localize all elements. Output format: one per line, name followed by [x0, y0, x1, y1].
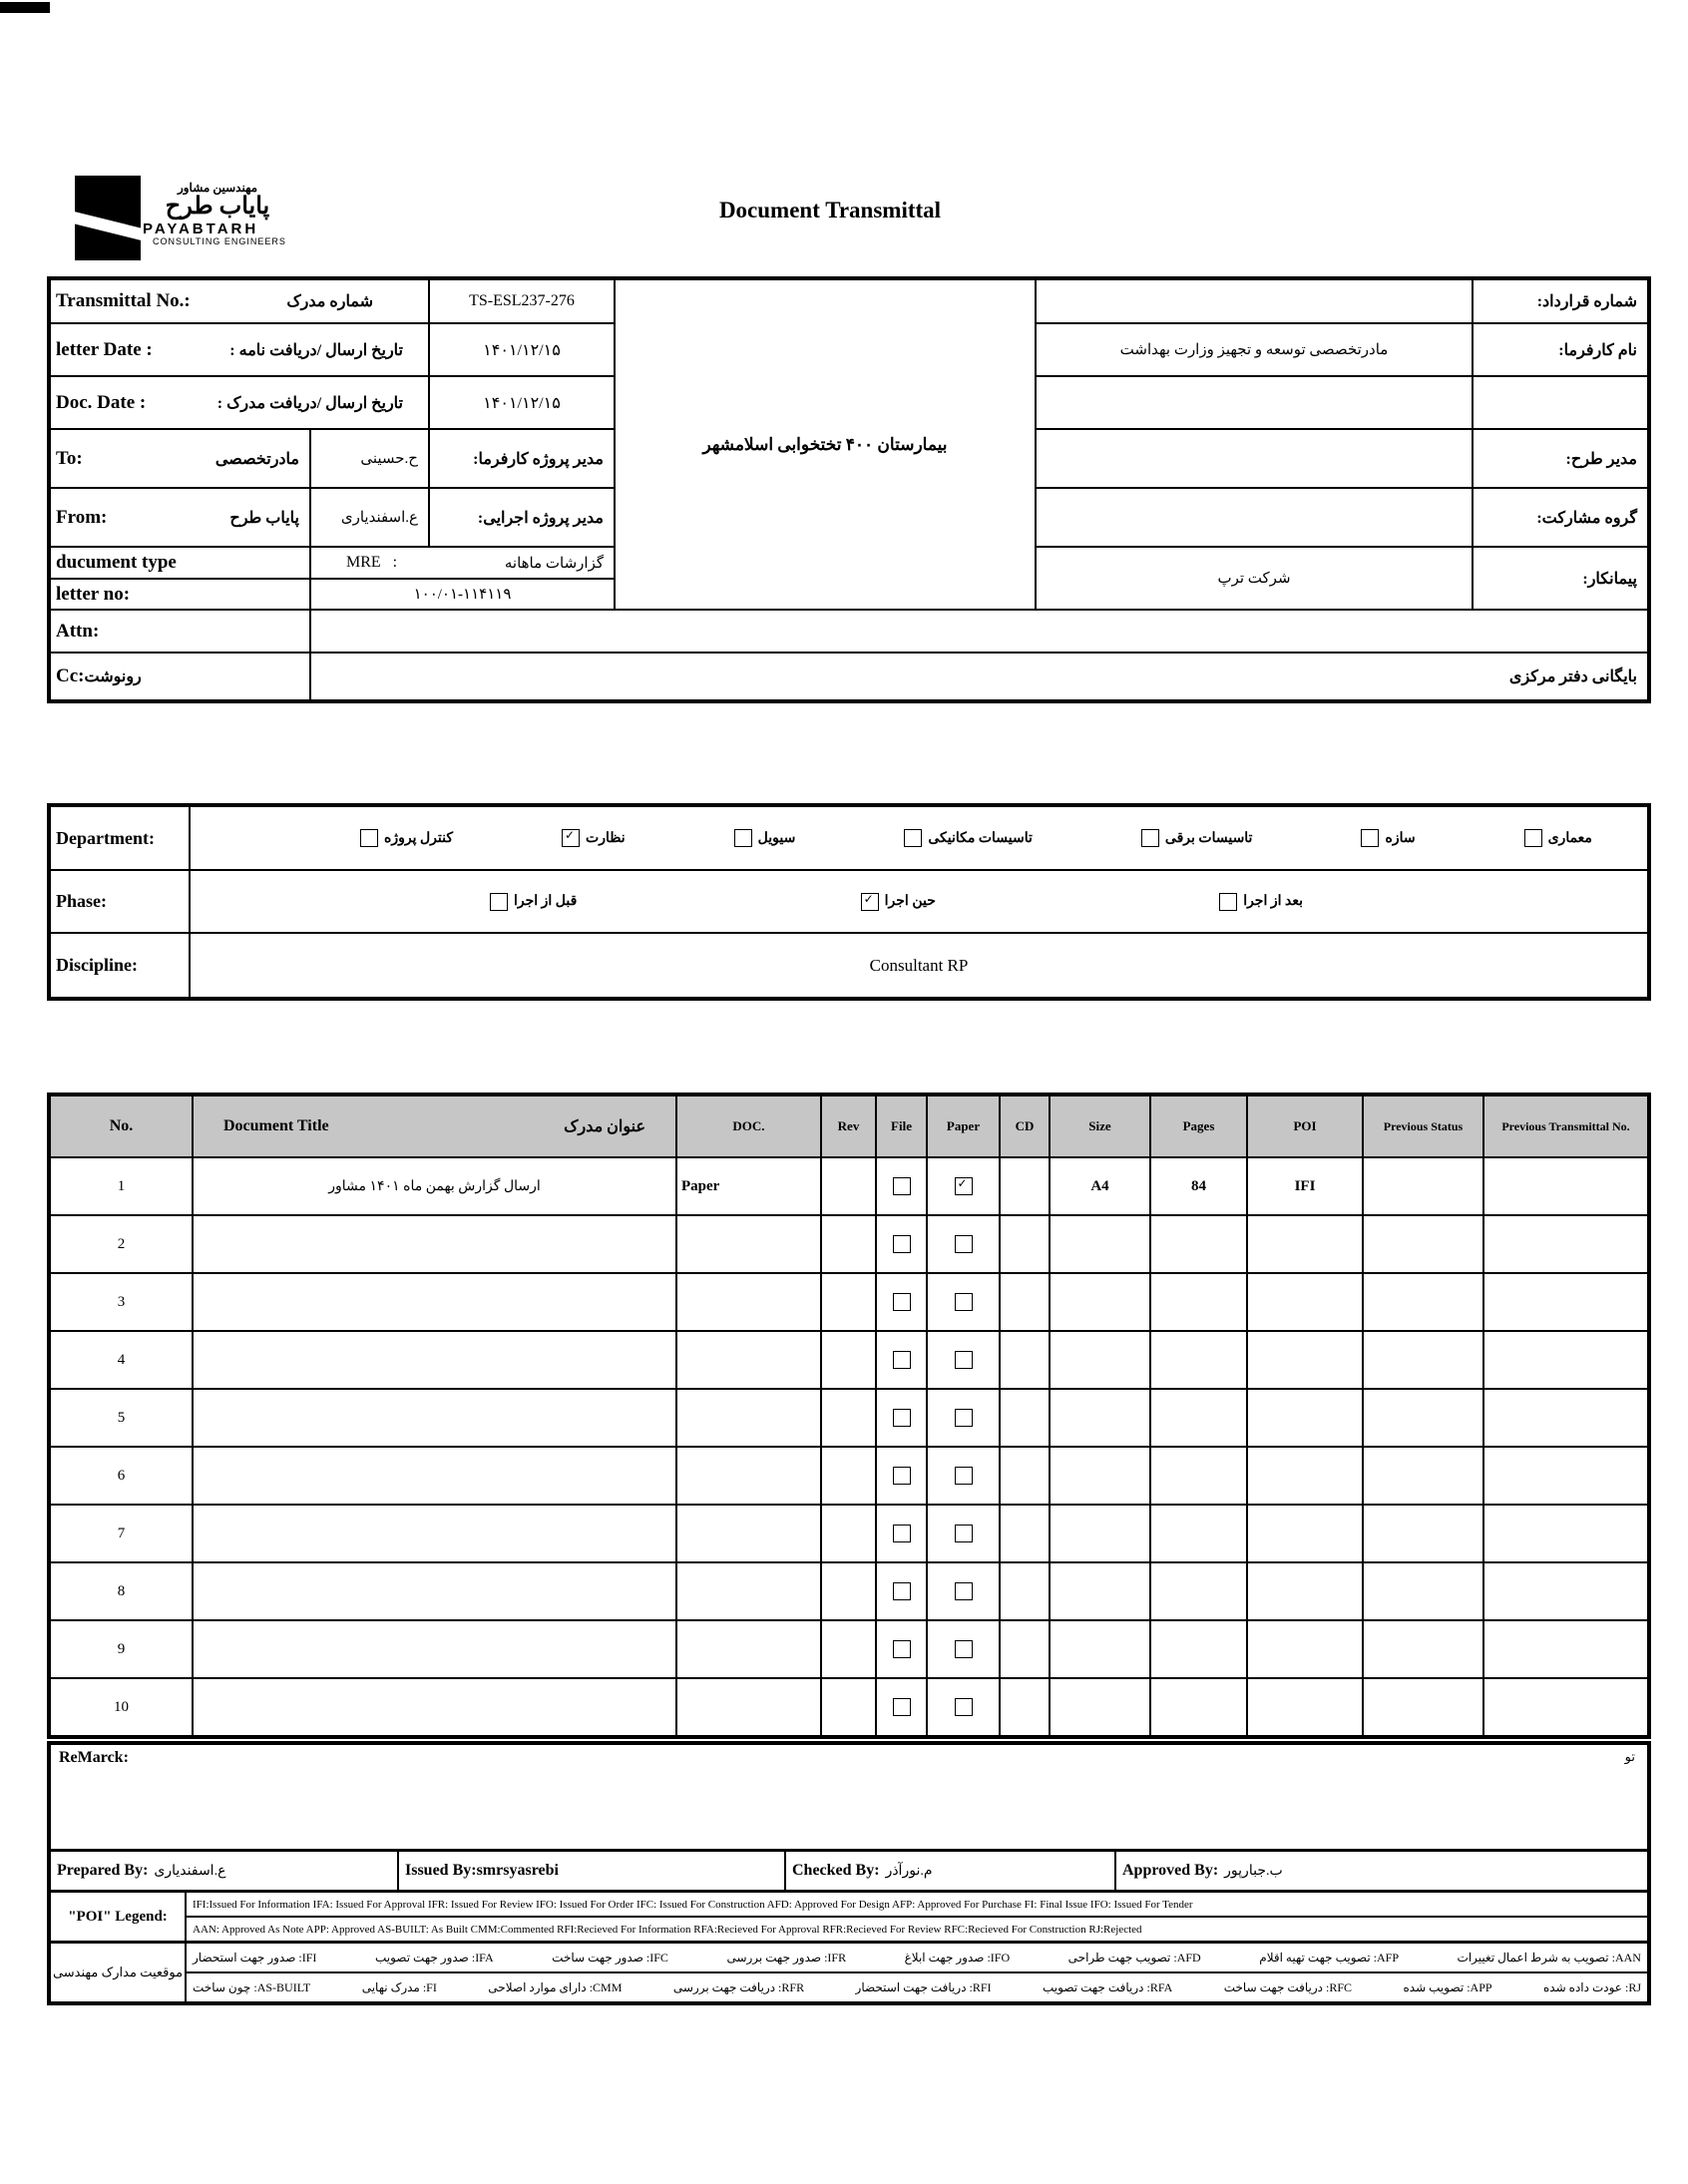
- department-option-memari: معماری: [1524, 829, 1592, 847]
- table-row-no: 2: [51, 1216, 192, 1272]
- size-cell: [1051, 1448, 1149, 1504]
- doc-format-cell: [677, 1390, 820, 1446]
- prev-transmittal-cell: [1484, 1274, 1647, 1330]
- remark-label: ReMarck:: [59, 1749, 129, 1766]
- department-label-cell: Department:: [51, 807, 189, 869]
- prev-status-cell: [1364, 1448, 1482, 1504]
- poi-legend-line2: AAN: Approved As Note APP: Approved AS-BUILT: As Built CMM:Commented RFI:Recieved For Information RFA:Recieved For Approval RFR:Recieved For Review RFC:Recieved For Construction RJ:Rejected: [187, 1918, 1647, 1941]
- client-label: نام کارفرما:: [1474, 324, 1647, 375]
- paper-checkbox[interactable]: [955, 1409, 973, 1427]
- department-option-project-control: کنترل پروژه: [360, 829, 453, 847]
- prev-status-cell: [1364, 1158, 1482, 1214]
- phase-option-after: بعد از اجرا: [1219, 893, 1303, 911]
- size-cell: [1051, 1506, 1149, 1561]
- doc-format-cell: [677, 1274, 820, 1330]
- paper-checkbox[interactable]: [955, 1467, 973, 1485]
- cd-cell: [1001, 1158, 1049, 1214]
- col-header-title-en: Document Title: [223, 1117, 329, 1134]
- doc-format-cell: [677, 1563, 820, 1619]
- checked-by-cell: Checked By: م.نورآذر: [786, 1852, 1114, 1890]
- document-title-cell: ارسال گزارش بهمن ماه ۱۴۰۱ مشاور: [194, 1158, 675, 1214]
- department-option-civil: سیویل: [734, 829, 796, 847]
- paper-cell: [928, 1506, 999, 1561]
- doc-date-value: ۱۴۰۱/۱۲/۱۵: [430, 377, 614, 428]
- checkbox[interactable]: [360, 829, 378, 847]
- department-options: [191, 807, 1647, 869]
- checkbox[interactable]: [1219, 893, 1237, 911]
- discipline-label-cell: Discipline:: [51, 934, 189, 997]
- logo-text-block: [143, 182, 292, 246]
- document-title-cell: [194, 1332, 675, 1388]
- poi-legend-lines: [187, 1893, 1647, 1941]
- poi-cell: [1248, 1448, 1362, 1504]
- checkbox[interactable]: [1361, 829, 1379, 847]
- logo-fa-name: پایاب طرح: [165, 193, 270, 219]
- paper-cell: [928, 1216, 999, 1272]
- checkbox[interactable]: [490, 893, 508, 911]
- poi-cell: [1248, 1274, 1362, 1330]
- paper-cell: [928, 1274, 999, 1330]
- empty-label-cell: [1474, 377, 1647, 428]
- checkbox[interactable]: [1141, 829, 1159, 847]
- checkbox[interactable]: [904, 829, 922, 847]
- transmittal-no-label-cell: [51, 280, 428, 322]
- file-checkbox[interactable]: [893, 1409, 911, 1427]
- pages-cell: [1151, 1332, 1246, 1388]
- legend-item: AFP: تصویب جهت تهیه اقلام: [1259, 1950, 1400, 1965]
- paper-cell: [928, 1679, 999, 1735]
- to-label: To:: [56, 447, 83, 469]
- logo-swoosh-shape: [75, 211, 141, 248]
- department-table: [47, 803, 1651, 1001]
- checkbox[interactable]: [562, 829, 580, 847]
- file-cell: [877, 1563, 926, 1619]
- document-title-cell: [194, 1274, 675, 1330]
- logo-mark-icon: [75, 176, 141, 260]
- prev-transmittal-cell: [1484, 1390, 1647, 1446]
- pages-cell: [1151, 1679, 1246, 1735]
- pages-cell: [1151, 1390, 1246, 1446]
- contractor-value-cell: شرکت ترپ: [1037, 548, 1472, 609]
- document-title-cell: [194, 1679, 675, 1735]
- legend-item: RFA: دریافت جهت تصویب: [1043, 1979, 1173, 1994]
- rev-cell: [822, 1506, 875, 1561]
- cd-cell: [1001, 1216, 1049, 1272]
- cd-cell: [1001, 1679, 1049, 1735]
- rev-cell: [822, 1274, 875, 1330]
- cd-cell: [1001, 1448, 1049, 1504]
- department-option-mechanical: تاسیسات مکانیکی: [904, 829, 1033, 847]
- legend-item: FI: مدرک نهایی: [361, 1979, 437, 1994]
- poi-legend: [51, 1893, 1647, 1941]
- phase-option-before: قبل از اجرا: [490, 893, 577, 911]
- rev-cell: [822, 1563, 875, 1619]
- size-cell: [1051, 1390, 1149, 1446]
- header-table: [47, 276, 1651, 703]
- rev-cell: [822, 1158, 875, 1214]
- rev-cell: [822, 1390, 875, 1446]
- jv-group-label: گروه مشارکت:: [1474, 489, 1647, 546]
- prev-transmittal-cell: [1484, 1332, 1647, 1388]
- file-cell: [877, 1158, 926, 1214]
- table-row-no: 3: [51, 1274, 192, 1330]
- paper-cell: [928, 1621, 999, 1677]
- letter-date-label-en: letter Date :: [56, 338, 153, 360]
- file-checkbox[interactable]: [893, 1467, 911, 1485]
- attn-label-cell: Attn:: [51, 611, 309, 652]
- prev-transmittal-cell: [1484, 1216, 1647, 1272]
- file-cell: [877, 1506, 926, 1561]
- fa-legend-row2: [187, 1973, 1647, 2001]
- checkbox[interactable]: [861, 893, 879, 911]
- paper-checkbox[interactable]: [955, 1525, 973, 1542]
- poi-legend-line1: IFI:Issued For Information IFA: Issued For Approval IFR: Issued For Review IFO: Issued For Order IFC: Issued For Construction AFD: Approved For Design AFP: Approved For Purchase FI: Final Issue IFO: Issued For Tender: [187, 1893, 1647, 1916]
- fa-legend-label: موقعیت مدارک مهندسی: [51, 1944, 185, 2001]
- checkbox[interactable]: [734, 829, 752, 847]
- document-title-cell: [194, 1216, 675, 1272]
- legend-item: RFR: دریافت جهت بررسی: [672, 1979, 805, 1994]
- pages-cell: [1151, 1621, 1246, 1677]
- col-header-title: [194, 1096, 675, 1156]
- paper-cell: [928, 1390, 999, 1446]
- file-checkbox[interactable]: [893, 1351, 911, 1369]
- from-role-cell: مدیر پروژه اجرایی:: [430, 489, 614, 546]
- size-cell: [1051, 1274, 1149, 1330]
- from-cell: [51, 489, 309, 546]
- transmittal-no-value: TS-ESL237-276: [430, 280, 614, 322]
- rev-cell: [822, 1448, 875, 1504]
- paper-checkbox[interactable]: [955, 1698, 973, 1716]
- legend-item: RFI: دریافت جهت استحضار: [855, 1979, 992, 1994]
- letter-date-value: ۱۴۰۱/۱۲/۱۵: [430, 324, 614, 375]
- file-cell: [877, 1679, 926, 1735]
- to-role-cell: مدیر پروژه کارفرما:: [430, 430, 614, 487]
- col-header-no: No.: [51, 1096, 192, 1156]
- legend-item: RFC: دریافت جهت ساخت: [1223, 1979, 1353, 1994]
- doc-format-cell: [677, 1216, 820, 1272]
- doc-date-label-fa: تاریخ ارسال /دریافت مدرک :: [216, 394, 403, 412]
- pages-cell: [1151, 1563, 1246, 1619]
- col-header-rev: Rev: [822, 1096, 875, 1156]
- poi-cell: [1248, 1332, 1362, 1388]
- prev-status-cell: [1364, 1332, 1482, 1388]
- size-cell: [1051, 1216, 1149, 1272]
- legend-item: AS-BUILT: چون ساخت: [193, 1979, 311, 1994]
- rev-cell: [822, 1332, 875, 1388]
- table-row-no: 4: [51, 1332, 192, 1388]
- doc-format-cell: [677, 1448, 820, 1504]
- paper-checkbox[interactable]: [955, 1235, 973, 1253]
- prev-transmittal-cell: [1484, 1506, 1647, 1561]
- col-header-poi: POI: [1248, 1096, 1362, 1156]
- poi-cell: [1248, 1216, 1362, 1272]
- size-cell: [1051, 1679, 1149, 1735]
- file-checkbox[interactable]: [893, 1177, 911, 1195]
- contract-no-label: شماره قرارداد:: [1474, 280, 1647, 322]
- pages-cell: [1151, 1216, 1246, 1272]
- logo-en-subtitle: CONSULTING ENGINEERS: [153, 235, 286, 246]
- file-checkbox[interactable]: [893, 1640, 911, 1658]
- col-header-prev-transmittal: Previous Transmittal No.: [1484, 1096, 1647, 1156]
- col-header-size: Size: [1051, 1096, 1149, 1156]
- letter-no-value-cell: ۱۰۰/۰۱-۱۱۴۱۱۹: [311, 580, 614, 609]
- page-title: Document Transmittal: [718, 198, 942, 222]
- doc-format-cell: [677, 1621, 820, 1677]
- document-title-cell: [194, 1506, 675, 1561]
- signature-row: [51, 1852, 1647, 1890]
- to-cell: [51, 430, 309, 487]
- fa-legend-lines: [187, 1944, 1647, 2001]
- doc-type-label-cell: ducument type: [51, 548, 309, 578]
- paper-checkbox[interactable]: [955, 1640, 973, 1658]
- poi-cell: [1248, 1621, 1362, 1677]
- empty-value-cell: [1037, 377, 1472, 428]
- doc-format-cell: Paper: [677, 1158, 820, 1214]
- doc-type-fa: گزارشات ماهانه: [504, 555, 604, 572]
- department-option-supervision: ✓ نظارت: [562, 829, 626, 847]
- transmittal-no-label-fa: شماره مدرک: [286, 293, 373, 310]
- file-checkbox[interactable]: [893, 1698, 911, 1716]
- poi-cell: [1248, 1679, 1362, 1735]
- file-cell: [877, 1216, 926, 1272]
- prev-transmittal-cell: [1484, 1448, 1647, 1504]
- prev-status-cell: [1364, 1563, 1482, 1619]
- cd-cell: [1001, 1390, 1049, 1446]
- scan-artifact-mark: [0, 2, 50, 13]
- design-manager-value-cell: [1037, 430, 1472, 487]
- document-title-cell: [194, 1563, 675, 1619]
- paper-cell: [928, 1158, 999, 1214]
- project-name-box: بیمارستان ۴۰۰ تختخوابی اسلامشهر: [616, 280, 1035, 609]
- legend-item: RJ: عودت داده شده: [1543, 1979, 1641, 1994]
- from-org: پایاب طرح: [229, 509, 299, 527]
- to-person-cell: ح.حسینی: [311, 430, 428, 487]
- paper-checkbox[interactable]: [955, 1582, 973, 1600]
- col-header-paper: Paper: [928, 1096, 999, 1156]
- table-row-no: 7: [51, 1506, 192, 1561]
- pages-cell: [1151, 1448, 1246, 1504]
- cc-label-fa: رونوشت: [84, 668, 142, 685]
- document-title-cell: [194, 1448, 675, 1504]
- rev-cell: [822, 1216, 875, 1272]
- prev-status-cell: [1364, 1506, 1482, 1561]
- phase-label-cell: Phase:: [51, 871, 189, 932]
- logo-en-name: PAYABTARH: [143, 219, 259, 237]
- prev-transmittal-cell: [1484, 1158, 1647, 1214]
- file-cell: [877, 1274, 926, 1330]
- contractor-label: پیمانکار:: [1474, 548, 1647, 609]
- discipline-value-cell: Consultant RP: [191, 934, 1647, 997]
- cc-label-cell: [51, 654, 309, 699]
- paper-cell: [928, 1563, 999, 1619]
- document-title-cell: [194, 1621, 675, 1677]
- pages-cell: 84: [1151, 1158, 1246, 1214]
- from-label: From:: [56, 506, 108, 528]
- prev-transmittal-cell: [1484, 1679, 1647, 1735]
- letter-no-label-cell: letter no:: [51, 580, 309, 609]
- legend-item: IFR: صدور جهت بررسی: [726, 1950, 847, 1965]
- checkbox[interactable]: [1524, 829, 1542, 847]
- to-org: مادرتخصصی: [214, 450, 299, 468]
- cd-cell: [1001, 1274, 1049, 1330]
- phase-options: [191, 871, 1647, 932]
- legend-item: AFD: تصویب جهت طراحی: [1067, 1950, 1201, 1965]
- issued-by-cell: Issued By: smrsyasrebi: [399, 1852, 784, 1890]
- prepared-by-cell: Prepared By: ع.اسفندیاری: [51, 1852, 397, 1890]
- poi-cell: [1248, 1390, 1362, 1446]
- design-manager-label: مدیر طرح:: [1474, 430, 1647, 487]
- paper-cell: [928, 1332, 999, 1388]
- prev-status-cell: [1364, 1679, 1482, 1735]
- doc-date-label-cell: [51, 377, 428, 428]
- letter-date-label-cell: [51, 324, 428, 375]
- file-checkbox[interactable]: [893, 1235, 911, 1253]
- legend-item: AAN: تصویب به شرط اعمال تغییرات: [1457, 1950, 1641, 1965]
- letter-date-label-fa: تاریخ ارسال /دریافت نامه :: [229, 341, 403, 359]
- doc-date-label-en: Doc. Date :: [56, 391, 147, 413]
- pages-cell: [1151, 1274, 1246, 1330]
- fa-legend-row1: [187, 1944, 1647, 1971]
- rev-cell: [822, 1679, 875, 1735]
- legend-item: IFI: صدور جهت استحضار: [193, 1950, 317, 1965]
- file-cell: [877, 1621, 926, 1677]
- jv-group-value-cell: [1037, 489, 1472, 546]
- transmittal-no-label-en: Transmittal No.:: [56, 290, 191, 311]
- doc-format-cell: [677, 1679, 820, 1735]
- cd-cell: [1001, 1332, 1049, 1388]
- footer-section: [47, 1741, 1651, 2005]
- logo-fa-subtitle: مهندسین مشاور: [177, 181, 258, 195]
- file-cell: [877, 1448, 926, 1504]
- table-row-no: 8: [51, 1563, 192, 1619]
- prev-transmittal-cell: [1484, 1563, 1647, 1619]
- document-title-cell: [194, 1390, 675, 1446]
- poi-cell: [1248, 1506, 1362, 1561]
- cd-cell: [1001, 1506, 1049, 1561]
- prev-status-cell: [1364, 1274, 1482, 1330]
- col-header-file: File: [877, 1096, 926, 1156]
- size-cell: A4: [1051, 1158, 1149, 1214]
- paper-checkbox[interactable]: [955, 1293, 973, 1311]
- rev-cell: [822, 1621, 875, 1677]
- pages-cell: [1151, 1506, 1246, 1561]
- approved-by-cell: Approved By: ب.جبارپور: [1116, 1852, 1647, 1890]
- table-row-no: 9: [51, 1621, 192, 1677]
- prev-transmittal-cell: [1484, 1621, 1647, 1677]
- col-header-doc: DOC.: [677, 1096, 820, 1156]
- prev-status-cell: [1364, 1216, 1482, 1272]
- file-checkbox[interactable]: [893, 1582, 911, 1600]
- size-cell: [1051, 1621, 1149, 1677]
- table-row-no: 5: [51, 1390, 192, 1446]
- from-person-cell: ع.اسفندیاری: [311, 489, 428, 546]
- department-option-electrical: تاسیسات برقی: [1141, 829, 1253, 847]
- document-list-table: [47, 1092, 1651, 1739]
- file-checkbox[interactable]: [893, 1525, 911, 1542]
- doc-type-code: MRE :: [346, 554, 398, 571]
- doc-format-cell: [677, 1506, 820, 1561]
- col-header-title-fa: عنوان مدرک: [564, 1118, 645, 1135]
- poi-cell: IFI: [1248, 1158, 1362, 1214]
- file-cell: [877, 1332, 926, 1388]
- file-checkbox[interactable]: [893, 1293, 911, 1311]
- col-header-pages: Pages: [1151, 1096, 1246, 1156]
- cc-label-en: Cc:: [56, 665, 85, 686]
- company-logo: [75, 176, 394, 265]
- paper-cell: [928, 1448, 999, 1504]
- attn-value-cell: [311, 611, 1647, 652]
- table-row-no: 1: [51, 1158, 192, 1214]
- col-header-prev-status: Previous Status: [1364, 1096, 1482, 1156]
- remark-area: [51, 1745, 1647, 1849]
- legend-item: IFO: صدور جهت ابلاغ: [904, 1950, 1011, 1965]
- poi-legend-label: "POI" Legend:: [51, 1893, 185, 1941]
- size-cell: [1051, 1563, 1149, 1619]
- doc-format-cell: [677, 1332, 820, 1388]
- table-row-no: 10: [51, 1679, 192, 1735]
- legend-item: APP: تصویب شده: [1403, 1979, 1492, 1994]
- paper-checkbox[interactable]: [955, 1351, 973, 1369]
- file-cell: [877, 1390, 926, 1446]
- legend-item: CMM: دارای موارد اصلاحی: [488, 1979, 623, 1994]
- prev-status-cell: [1364, 1621, 1482, 1677]
- department-option-sazeh: سازه: [1361, 829, 1415, 847]
- legend-item: IFC: صدور جهت ساخت: [552, 1950, 668, 1965]
- remark-note: تو: [1624, 1749, 1635, 1764]
- cd-cell: [1001, 1621, 1049, 1677]
- doc-type-value-cell: [311, 548, 614, 578]
- col-header-cd: CD: [1001, 1096, 1049, 1156]
- phase-option-during: ✓ حین اجرا: [861, 893, 936, 911]
- legend-item: IFA: صدور جهت تصویب: [374, 1950, 494, 1965]
- cc-value-cell: بایگانی دفتر مرکزی: [311, 654, 1647, 699]
- table-row-no: 6: [51, 1448, 192, 1504]
- paper-checkbox[interactable]: [955, 1177, 973, 1195]
- prev-status-cell: [1364, 1390, 1482, 1446]
- contract-no-value-cell: [1037, 280, 1472, 322]
- cd-cell: [1001, 1563, 1049, 1619]
- poi-cell: [1248, 1563, 1362, 1619]
- fa-legend: [51, 1944, 1647, 2001]
- client-value-cell: مادرتخصصی توسعه و تجهیز وزارت بهداشت: [1037, 324, 1472, 375]
- size-cell: [1051, 1332, 1149, 1388]
